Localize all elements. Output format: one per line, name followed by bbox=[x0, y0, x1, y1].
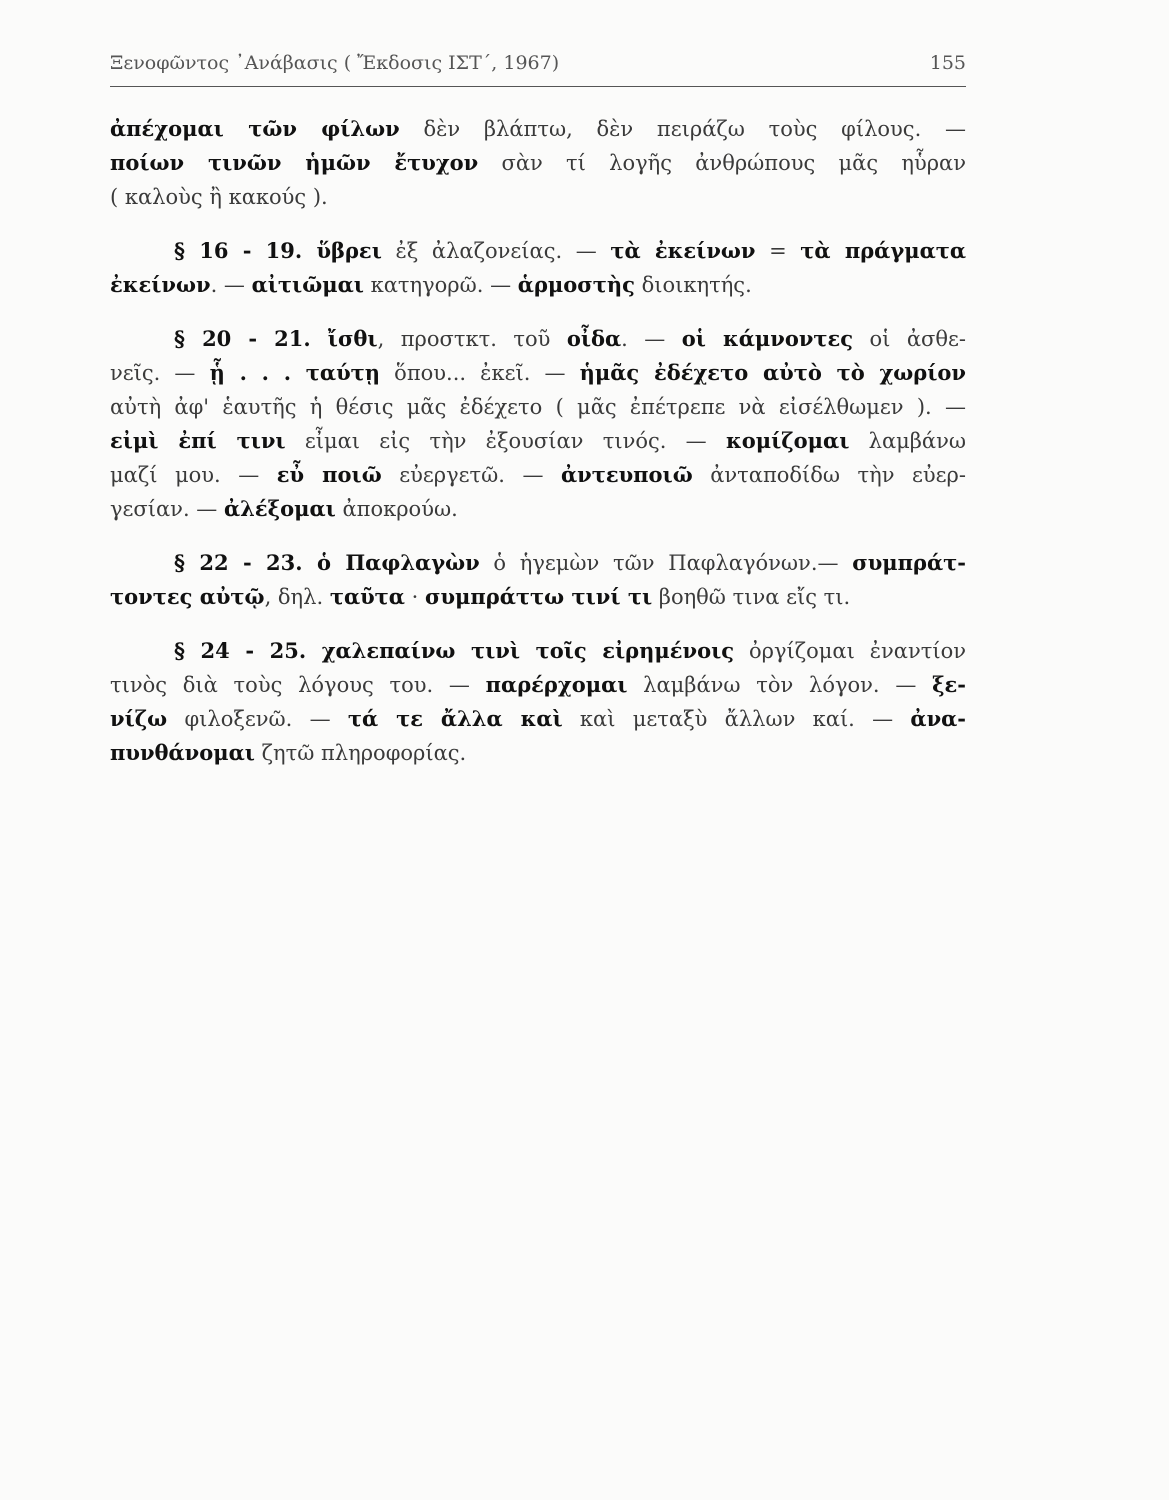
lemma: ἀπέχομαι τῶν φίλων bbox=[110, 116, 400, 141]
lemma: ποίων τινῶν ἡμῶν ἔτυχον bbox=[110, 150, 479, 175]
text-line bbox=[110, 458, 966, 492]
gloss: = bbox=[755, 239, 801, 263]
lemma: ἀνα- bbox=[910, 706, 966, 731]
lemma: χαλεπαίνω τινὶ τοῖς εἰρημένοις bbox=[321, 638, 735, 663]
text-line bbox=[110, 180, 966, 214]
text-line bbox=[110, 546, 966, 580]
lemma: συμπράττω τινί τι bbox=[425, 584, 653, 609]
paragraph bbox=[110, 322, 966, 526]
lemma: ὁ Παφλαγὼν bbox=[316, 550, 480, 575]
text-line bbox=[110, 322, 966, 356]
paragraph bbox=[110, 112, 966, 214]
gloss: λαμβάνω bbox=[849, 429, 966, 453]
text-line bbox=[110, 356, 966, 390]
gloss: λαμβάνω τὸν λόγον. — bbox=[627, 673, 933, 697]
lemma: εὖ ποιῶ bbox=[276, 462, 382, 487]
lemma: οἱ κάμνοντες bbox=[681, 326, 854, 351]
gloss: ὀργίζομαι ἐναντίον bbox=[734, 639, 966, 663]
lemma: τὰ ἐκείνων bbox=[610, 238, 756, 263]
gloss: · bbox=[404, 585, 425, 609]
lemma: πυνθάνομαι bbox=[110, 740, 255, 765]
lemma: συμπράτ- bbox=[852, 550, 966, 575]
text-line bbox=[110, 146, 966, 180]
gloss: ὅπου... ἐκεῖ. — bbox=[380, 361, 580, 385]
text-line bbox=[110, 634, 966, 668]
gloss: ἀνταποδίδω τὴν εὐερ- bbox=[692, 463, 966, 487]
gloss: αὐτὴ ἀφ' ἑαυτῆς ἡ θέσις μᾶς ἐδέχετο ( μᾶς ἐπέτρεπε νὰ εἰσέλθωμεν ). — bbox=[110, 395, 966, 419]
lemma: τά τε ἄλλα καὶ bbox=[347, 706, 563, 731]
gloss: ὁ ἡγεμὼν τῶν Παφλαγόνων.— bbox=[479, 551, 853, 575]
gloss: διοικητής. bbox=[634, 273, 752, 297]
running-head bbox=[110, 50, 966, 87]
lemma: ἡμᾶς ἐδέχετο αὐτὸ τὸ χωρίον bbox=[579, 360, 966, 385]
gloss: . — bbox=[210, 273, 252, 297]
gloss: οἱ ἀσθε- bbox=[853, 327, 966, 351]
text-line bbox=[110, 268, 966, 302]
gloss: κατηγορῶ. — bbox=[363, 273, 518, 297]
gloss: ἐξ ἀλαζονείας. — bbox=[381, 239, 611, 263]
gloss: εἶμαι εἰς τὴν ἐξουσίαν τινός. — bbox=[285, 429, 726, 453]
page-number: 155 bbox=[929, 52, 966, 74]
lemma: ξε- bbox=[932, 672, 966, 697]
running-head-title: Ξενοφῶντος ᾿Ανάβασις ( Ἔκδοσις ΙΣΤ΄, 1967) bbox=[110, 52, 560, 74]
text-line bbox=[110, 492, 966, 526]
gloss: , δηλ. bbox=[264, 585, 330, 609]
lemma: οἶδα bbox=[566, 326, 622, 351]
text-line bbox=[110, 112, 966, 146]
gloss: εὐεργετῶ. — bbox=[381, 463, 561, 487]
lemma: § 22 - 23. bbox=[174, 550, 317, 575]
text-line bbox=[110, 668, 966, 702]
lemma: ᾗ . . . ταύτῃ bbox=[209, 360, 381, 385]
lemma: εἰμὶ ἐπί τινι bbox=[110, 428, 286, 453]
lemma: τὰ πράγματα bbox=[800, 238, 966, 263]
lemma: ἴσθι bbox=[327, 326, 378, 351]
gloss: δὲν βλάπτω, δὲν πειράζω τοὺς φίλους. — bbox=[399, 117, 966, 141]
gloss: φιλοξενῶ. — bbox=[167, 707, 348, 731]
text-line bbox=[110, 424, 966, 458]
text-line bbox=[110, 390, 966, 424]
text-line bbox=[110, 234, 966, 268]
lemma: ἀλέξομαι bbox=[223, 496, 336, 521]
lemma: § 20 - 21. bbox=[174, 326, 328, 351]
gloss: ἀποκρούω. bbox=[335, 497, 458, 521]
gloss: νεῖς. — bbox=[110, 361, 210, 385]
lemma: τοντες αὐτῷ bbox=[110, 584, 265, 609]
lemma: ἁρμοστὴς bbox=[517, 272, 635, 297]
gloss: . — bbox=[621, 327, 682, 351]
text-line bbox=[110, 702, 966, 736]
gloss: ( καλοὺς ἢ κακούς ). bbox=[110, 185, 328, 209]
text-line bbox=[110, 736, 966, 770]
text-line bbox=[110, 580, 966, 614]
gloss: σὰν τί λογῆς ἀνθρώπους μᾶς ηὗραν bbox=[478, 151, 966, 175]
lemma: ταῦτα bbox=[329, 584, 405, 609]
lemma: νίζω bbox=[110, 706, 168, 731]
lemma: ὕβρει bbox=[316, 238, 382, 263]
gloss: ζητῶ πληροφορίας. bbox=[254, 741, 467, 765]
gloss: μαζί μου. — bbox=[110, 463, 277, 487]
gloss: καὶ μεταξὺ ἄλλων καί. — bbox=[562, 707, 911, 731]
lemma: ἀντευποιῶ bbox=[560, 462, 693, 487]
paragraph bbox=[110, 546, 966, 614]
lemma: αἰτιῶμαι bbox=[251, 272, 364, 297]
lemma: § 24 - 25. bbox=[174, 638, 322, 663]
lemma: κομίζομαι bbox=[725, 428, 850, 453]
lemma: παρέρχομαι bbox=[485, 672, 628, 697]
paragraph bbox=[110, 634, 966, 770]
commentary-body bbox=[110, 112, 966, 790]
gloss: , προστκτ. τοῦ bbox=[377, 327, 567, 351]
paragraph bbox=[110, 234, 966, 302]
lemma: § 16 - 19. bbox=[174, 238, 317, 263]
gloss: γεσίαν. — bbox=[110, 497, 224, 521]
gloss: τινὸς διὰ τοὺς λόγους του. — bbox=[110, 673, 486, 697]
gloss: βοηθῶ τινα εἴς τι. bbox=[652, 585, 851, 609]
lemma: ἐκείνων bbox=[110, 272, 211, 297]
